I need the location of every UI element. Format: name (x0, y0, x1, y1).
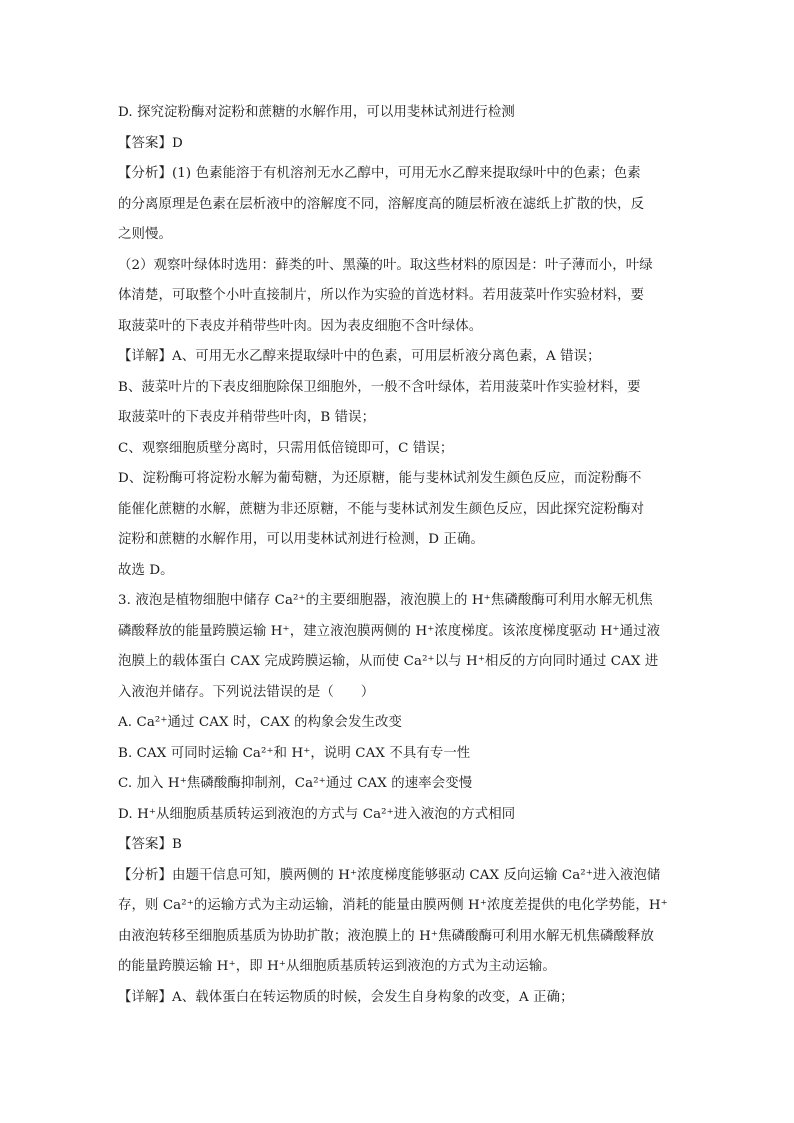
detail-line: D、淀粉酶可将淀粉水解为葡萄糖，为还原糖，能与斐林试剂发生颜色反应，而淀粉酶不 (118, 471, 642, 486)
question-stem-line: 3. 液泡是植物细胞中储存 Ca²⁺的主要细胞器，液泡膜上的 H⁺焦磷酸酶可利用水解无机焦 (118, 593, 653, 608)
analysis-line: （2）观察叶绿体时选用：藓类的叶、黑藻的叶。取这些材料的原因是：叶子薄而小，叶绿 (118, 257, 653, 273)
question-stem-line: 泡膜上的载体蛋白 CAX 完成跨膜运输，从而使 Ca²⁺以与 H⁺相反的方向同时通过 CAX 进 (118, 654, 659, 669)
option-d-line: D. 探究淀粉酶对淀粉和蔗糖的水解作用，可以用斐林试剂进行检测 (118, 105, 515, 120)
detail-line: B、菠菜叶片的下表皮细胞除保卫细胞外，一般不含叶绿体，若用菠菜叶作实验材料，要 (118, 379, 641, 395)
option-c-line: C. 加入 H⁺焦磷酸酶抑制剂，Ca²⁺通过 CAX 的速率会变慢 (118, 776, 473, 791)
analysis-line: 取菠菜叶的下表皮并稍带些叶肉。因为表皮细胞不含叶绿体。 (118, 318, 483, 334)
analysis-line: 由液泡转移至细胞质基质为协助扩散；液泡膜上的 H⁺焦磷酸酶可利用水解无机焦磷酸释放 (118, 928, 654, 944)
analysis-line: 的能量跨膜运输 H⁺，即 H⁺从细胞质基质转运到液泡的方式为主动运输。 (118, 959, 556, 974)
analysis-line: 的分离原理是色素在层析液中的溶解度不同，溶解度高的随层析液在滤纸上扩散的快，反 (118, 196, 645, 212)
document-body (118, 98, 678, 1013)
analysis-line: 【分析】(1) 色素能溶于有机溶剂无水乙醇中，可用无水乙醇来提取绿叶中的色素；色素 (118, 166, 641, 181)
detail-line: 【详解】A、载体蛋白在转运物质的时候，会发生自身构象的改变，A 正确； (118, 989, 574, 1005)
answer-line: 【答案】D (118, 135, 183, 151)
detail-line: C、观察细胞质壁分离时，只需用低倍镜即可，C 错误； (118, 440, 454, 456)
analysis-line: 存，则 Ca²⁺的运输方式为主动运输，消耗的能量由膜两侧 H⁺浓度差提供的电化学势能，H⁺ (118, 898, 668, 913)
option-a-line: A. Ca²⁺通过 CAX 时，CAX 的构象会发生改变 (118, 715, 403, 730)
detail-line: 【详解】A、可用无水乙醇来提取绿叶中的色素，可用层析液分离色素，A 错误； (118, 349, 601, 364)
question-stem-line: 入液泡并储存。下列说法错误的是（ ） (118, 684, 375, 700)
option-d-line: D. H⁺从细胞质基质转运到液泡的方式与 Ca²⁺进入液泡的方式相同 (118, 806, 516, 822)
detail-line: 淀粉和蔗糖的水解作用，可以用斐林试剂进行检测，D 正确。 (118, 532, 484, 547)
analysis-line: 【分析】由题干信息可知，膜两侧的 H⁺浓度梯度能够驱动 CAX 反向运输 Ca²⁺进入液泡储 (118, 867, 661, 883)
analysis-line: 之则慢。 (118, 227, 172, 242)
detail-line: 取菠菜叶的下表皮并稍带些叶肉，B 错误； (118, 410, 376, 425)
answer-line: 【答案】B (118, 837, 182, 852)
analysis-line: 体清楚，可取整个小叶直接制片，所以作为实验的首选材料。若用菠菜叶作实验材料，要 (118, 288, 645, 303)
option-b-line: B. CAX 可同时运输 Ca²⁺和 H⁺，说明 CAX 不具有专一性 (118, 745, 471, 761)
question-stem-line: 磷酸释放的能量跨膜运输 H⁺，建立液泡膜两侧的 H⁺浓度梯度。该浓度梯度驱动 H⁺通过液 (118, 623, 661, 639)
detail-line: 能催化蔗糖的水解，蔗糖为非还原糖，不能与斐林试剂发生颜色反应，因此探究淀粉酶对 (118, 501, 645, 517)
conclusion-line: 故选 D。 (118, 562, 174, 578)
